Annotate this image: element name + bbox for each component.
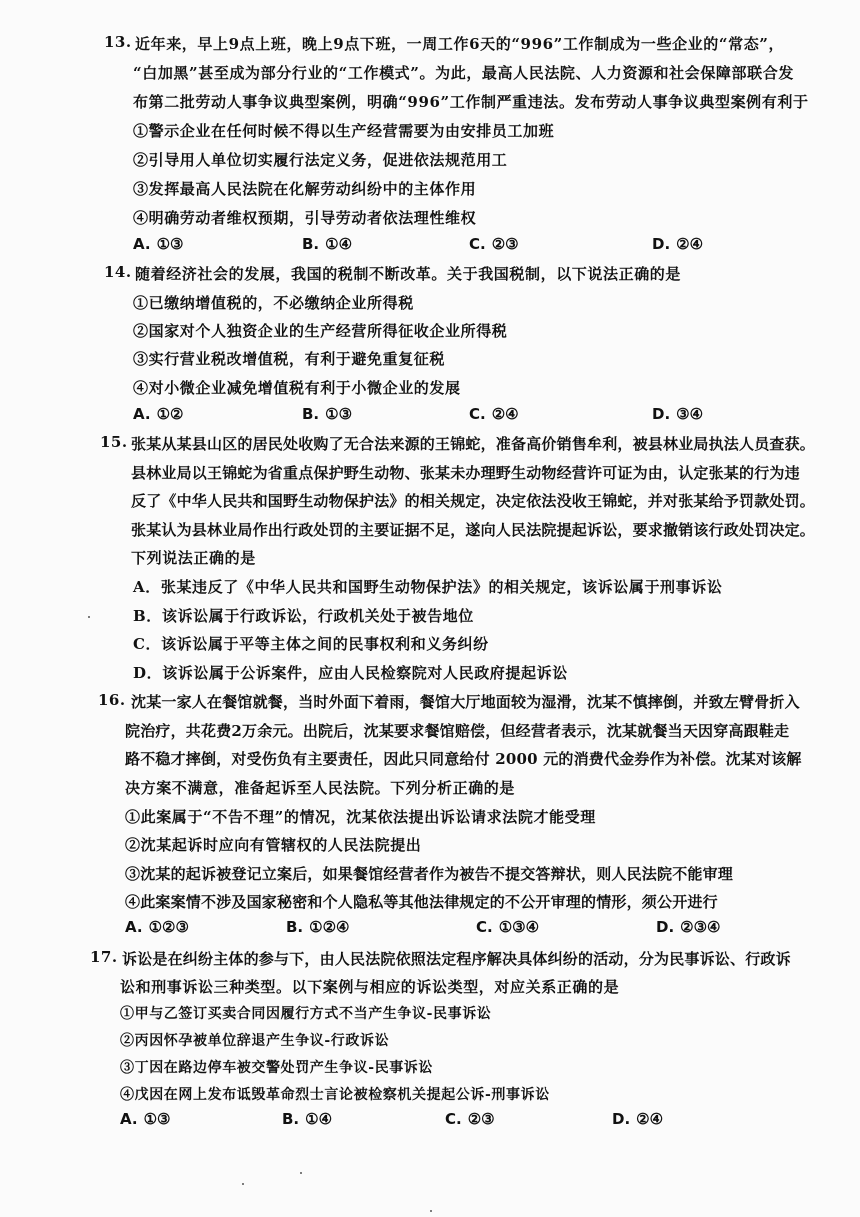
- choice-text: ①③: [143, 1110, 171, 1128]
- choice-text: ①③④: [498, 918, 540, 936]
- choice-label: C.: [476, 918, 493, 936]
- choice-text: ②③: [467, 1110, 495, 1128]
- choice-c[interactable]: [476, 918, 539, 936]
- statement-item: ③沈某的起诉被登记立案后，如果餐馆经营者作为被告不提交答辩状，则人民法院不能审理: [125, 865, 734, 883]
- choice-label: B.: [302, 235, 320, 253]
- statement-item: ④对小微企业减免增值税有利于小微企业的发展: [133, 379, 461, 397]
- question-number: 13.: [104, 33, 132, 51]
- statement-item: ③丁因在路边停车被交警处罚产生争议-民事诉讼: [120, 1060, 434, 1076]
- statement-item: ④明确劳动者维权预期，引导劳动者依法理性维权: [133, 209, 477, 227]
- choice-c[interactable]: [445, 1110, 495, 1128]
- choice-text: ①②④: [309, 918, 350, 936]
- choice-label: C.: [445, 1110, 462, 1128]
- choice-b[interactable]: [286, 918, 349, 936]
- statement-item: ①甲与乙签订买卖合同因履行方式不当产生争议-民事诉讼: [120, 1006, 492, 1022]
- question-stem-line: 随着经济社会的发展，我国的税制不断改革。关于我国税制，以下说法正确的是: [135, 265, 682, 283]
- choice-label: D.: [612, 1110, 631, 1128]
- scan-speck: [242, 1183, 244, 1185]
- question-stem-line: 下列说法正确的是: [131, 549, 256, 567]
- choice-label: B.: [286, 918, 304, 936]
- statement-item: ④戊因在网上发布诋毁革命烈士言论被检察机关提起公诉-刑事诉讼: [120, 1087, 550, 1103]
- choice-label: D.: [656, 918, 675, 936]
- choice-text: ②④: [491, 405, 519, 423]
- choice-a[interactable]: [120, 1110, 171, 1128]
- statement-item: ②丙因怀孕被单位辞退产生争议-行政诉讼: [120, 1033, 390, 1049]
- choice-b[interactable]: B．该诉讼属于行政诉讼，行政机关处于被告地位: [133, 607, 474, 625]
- choice-b[interactable]: [302, 235, 352, 253]
- choice-text: ①④: [305, 1110, 333, 1128]
- choice-d[interactable]: [612, 1110, 663, 1128]
- choice-a[interactable]: [125, 918, 189, 936]
- choice-b[interactable]: [282, 1110, 332, 1128]
- question-number: 17.: [90, 948, 118, 966]
- statement-item: ①已缴纳增值税的，不必缴纳企业所得税: [133, 294, 414, 312]
- question-stem-line: 院治疗，共花费2万余元。出院后，沈某要求餐馆赔偿，但经营者表示，沈某就餐当天因穿高跟鞋走: [125, 722, 790, 740]
- choice-label: A.: [133, 235, 151, 253]
- choice-label: A.: [120, 1110, 138, 1128]
- choice-text: ①③: [325, 405, 353, 423]
- statement-item: ①警示企业在任何时候不得以生产经营需要为由安排员工加班: [133, 122, 555, 140]
- choice-label: A.: [125, 918, 143, 936]
- question-stem-line: 诉讼是在纠纷主体的参与下，由人民法院依照法定程序解决具体纠纷的活动，分为民事诉讼、行政诉: [122, 950, 791, 968]
- question-number: 16.: [98, 691, 126, 709]
- choice-c[interactable]: C．该诉讼属于平等主体之间的民事权利和义务纠纷: [133, 635, 489, 653]
- statement-item: ②沈某起诉时应向有管辖权的人民法院提出: [125, 836, 422, 854]
- choice-text: ②③: [491, 235, 519, 253]
- question-stem-line: 县林业局以王锦蛇为省重点保护野生动物、张某未办理野生动物经营许可证为由，认定张某的行为违: [131, 464, 800, 482]
- scan-speck: [300, 1172, 302, 1174]
- question-number: 14.: [104, 263, 132, 281]
- choice-text: ③④: [676, 405, 704, 423]
- choice-text: ②④: [636, 1110, 664, 1128]
- scan-speck: [430, 1210, 432, 1212]
- choice-d[interactable]: [652, 405, 703, 423]
- choice-text: ①②③: [148, 918, 189, 936]
- statement-item: ③实行营业税改增值税，有利于避免重复征税: [133, 350, 446, 368]
- question-stem-line: 张某从某县山区的居民处收购了无合法来源的王锦蛇，准备高价销售牟利，被县林业局执法人员查获。: [131, 435, 816, 453]
- choice-text: ②③④: [680, 918, 721, 936]
- choice-label: A.: [133, 405, 151, 423]
- question-stem-line: 近年来，早上9点上班，晚上9点下班，一周工作6天的“996”工作制成为一些企业的“常态”，: [135, 35, 785, 53]
- choice-label: D.: [652, 235, 671, 253]
- question-number: 15.: [100, 433, 128, 451]
- choice-a[interactable]: A．张某违反了《中华人民共和国野生动物保护法》的相关规定，该诉讼属于刑事诉讼: [133, 578, 723, 596]
- choice-label: C.: [469, 235, 486, 253]
- choice-label: B.: [302, 405, 320, 423]
- scan-speck: [88, 616, 90, 618]
- choice-label: D.: [652, 405, 671, 423]
- choice-text: ②④: [676, 235, 704, 253]
- statement-item: ③发挥最高人民法院在化解劳动纠纷中的主体作用: [133, 180, 477, 198]
- choice-a[interactable]: [133, 235, 184, 253]
- choice-label: C.: [469, 405, 486, 423]
- question-stem-line: 沈某一家人在餐馆就餐，当时外面下着雨，餐馆大厅地面较为湿滑，沈某不慎摔倒，并致左臂骨折入: [131, 693, 800, 711]
- statement-item: ②引导用人单位切实履行法定义务，促进依法规范用工: [133, 151, 508, 169]
- choice-a[interactable]: [133, 405, 184, 423]
- choice-c[interactable]: [469, 405, 519, 423]
- question-stem-line: 讼和刑事诉讼三种类型。以下案例与相应的诉讼类型，对应关系正确的是: [120, 978, 620, 996]
- choice-text: ①③: [156, 235, 184, 253]
- choice-text: ①②: [156, 405, 184, 423]
- question-stem-line: 反了《中华人民共和国野生动物保护法》的相关规定，决定依法没收王锦蛇，并对张某给予罚款处罚。: [131, 492, 816, 510]
- choice-d[interactable]: [652, 235, 703, 253]
- question-stem-line: 张某认为县林业局作出行政处罚的主要证据不足，遂向人民法院提起诉讼，要求撤销该行政处罚决定。: [131, 521, 816, 539]
- choice-text: ①④: [325, 235, 353, 253]
- choice-d[interactable]: [656, 918, 721, 936]
- question-stem-line: “白加黑”甚至成为部分行业的“工作模式”。为此，最高人民法院、人力资源和社会保障部联合发: [133, 64, 794, 82]
- question-stem-line: 路不稳才摔倒，对受伤负有主要责任，因此只同意给付 2000 元的消费代金券作为补偿。沈某对该解: [125, 750, 802, 768]
- question-stem-line: 决方案不满意，准备起诉至人民法院。下列分析正确的是: [125, 779, 516, 797]
- choice-b[interactable]: [302, 405, 352, 423]
- choice-label: B.: [282, 1110, 300, 1128]
- statement-item: ①此案属于“不告不理”的情况，沈某依法提出诉讼请求法院才能受理: [125, 808, 596, 826]
- statement-item: ②国家对个人独资企业的生产经营所得征收企业所得税: [133, 322, 508, 340]
- question-stem-line: 布第二批劳动人事争议典型案例，明确“996”工作制严重违法。发布劳动人事争议典型案例有利于: [133, 93, 809, 111]
- statement-item: ④此案案情不涉及国家秘密和个人隐私等其他法律规定的不公开审理的情形，须公开进行: [125, 893, 718, 911]
- choice-c[interactable]: [469, 235, 519, 253]
- choice-d[interactable]: D．该诉讼属于公诉案件，应由人民检察院对人民政府提起诉讼: [133, 664, 568, 682]
